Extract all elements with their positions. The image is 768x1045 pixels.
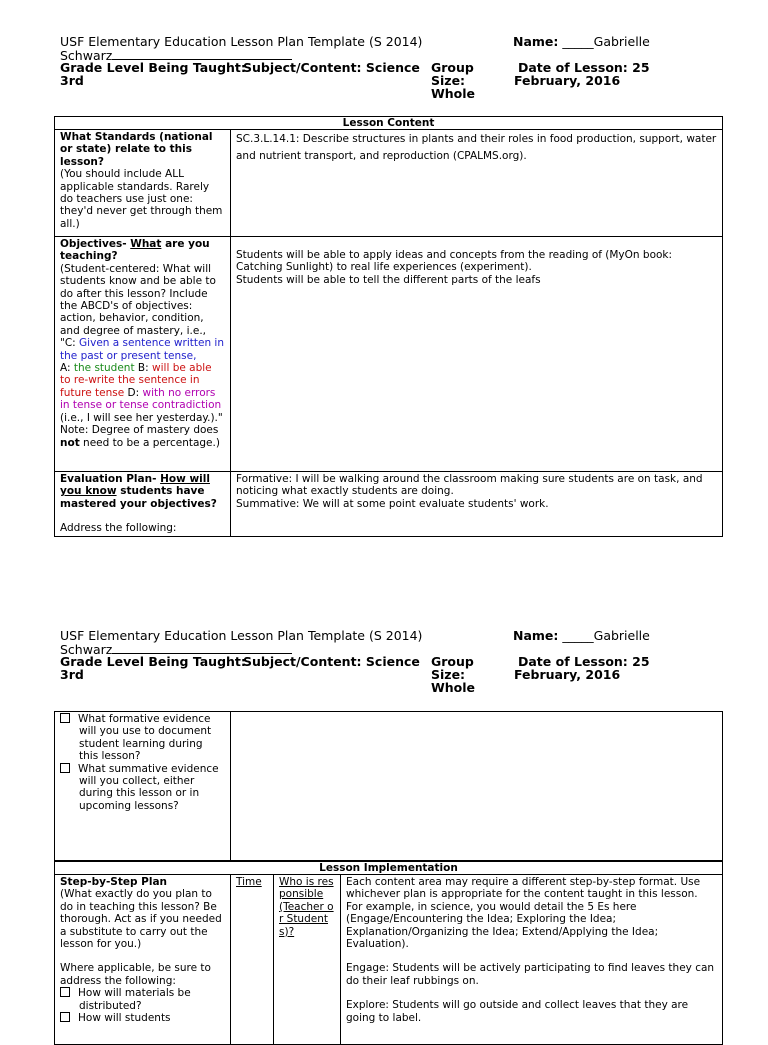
section-heading: Lesson Content — [55, 117, 723, 130]
checkbox-icon — [60, 713, 70, 723]
evidence-answer — [231, 712, 723, 861]
evaluation-prompt: Evaluation Plan- How will you know students have mastered your objectives? Address the following: — [55, 472, 231, 537]
standards-answer: SC.3.L.14.1: Describe structures in plants and their roles in food production, support, water and nutrient transport, and reproduction (CPALMS.org). — [231, 130, 723, 237]
template-title: USF Elementary Education Lesson Plan Template (S 2014) — [60, 34, 423, 49]
step-by-step-prompt: Step-by-Step Plan (What exactly do you plan to do in teaching this lesson? Be thorough. Act as if you needed a substitute to carry out the lesson for you.) Where applicable, be sure to address the following: How will materials be distributed? How will students — [55, 875, 231, 1045]
objectives-answer: Students will be able to apply ideas and concepts from the reading of (MyOn book: Catching Sunlight) to real life experiences (experiment). Students will be able to tell the different parts of the leafs — [231, 237, 723, 472]
subject-content: Subject/Content: Science — [243, 654, 420, 669]
table-row — [55, 237, 723, 472]
grade-level: Grade Level Being Taught: 3rd — [60, 654, 246, 682]
page-header — [60, 35, 700, 101]
template-title: USF Elementary Education Lesson Plan Template (S 2014) — [60, 628, 423, 643]
section-heading: Lesson Implementation — [55, 862, 723, 875]
grade-level: Grade Level Being Taught: 3rd — [60, 60, 246, 88]
implementation-table — [54, 861, 723, 1045]
lesson-date: Date of Lesson: 25 February, 2016 — [514, 60, 650, 88]
standards-prompt: What Standards (national or state) relate to this lesson? (You should include ALL applicable standards. Rarely do teachers use just one: they'd never get through them all.) — [55, 130, 231, 237]
group-size: Group Size: Whole — [431, 654, 476, 695]
implementation-steps: Each content area may require a different step-by-step format. Use whichever plan is appropriate for the content taught in this lesson. For example, in science, you would detail the 5 Es here (Engage/Encountering the Idea; Exploring the Idea; Explanation/Organizing the Idea; Extend/Applying the Idea; Evaluation). Engage: Students will be actively participating to find leaves they can do their leaf rubbings on. Explore: Students will go outside and collect leaves that they are going to label. — [341, 875, 723, 1045]
page-header-2 — [60, 629, 700, 695]
checkbox-icon — [60, 1012, 70, 1022]
name-continued: Schwarz — [60, 642, 113, 657]
objectives-prompt: Objectives- What are you teaching? (Student-centered: What will students know and be able to do after this lesson? Include the ABCD's of objectives: action, behavior, condition, and degree of mastery, i.e., "C: Given a sentence written in the past or present tense, A: the student B: will be able to re-write the sentence in future tense D: with no errors in tense or tense contradiction (i.e., I will see her yesterday.)." Note: Degree of mastery does not need to be a percentage.) — [55, 237, 231, 472]
time-column: Time — [231, 875, 274, 1045]
lesson-date: Date of Lesson: 25 February, 2016 — [514, 654, 650, 682]
name-field: Name: _____Gabrielle — [513, 628, 650, 643]
name-field: Name: _____Gabrielle — [513, 34, 650, 49]
table-row — [55, 130, 723, 237]
lesson-content-table — [54, 116, 723, 537]
table-row — [55, 117, 723, 130]
table-row — [55, 712, 723, 861]
evidence-table — [54, 711, 723, 861]
checkbox-icon — [60, 763, 70, 773]
subject-content: Subject/Content: Science — [243, 60, 420, 75]
responsibility-column: Who is responsible (Teacher or Students)? — [274, 875, 341, 1045]
evaluation-answer: Formative: I will be walking around the classroom making sure students are on task, and noticing what exactly students are doing. Summative: We will at some point evaluate students' work. — [231, 472, 723, 537]
name-continued: Schwarz — [60, 48, 113, 63]
table-row — [55, 472, 723, 537]
table-row — [55, 862, 723, 875]
evidence-prompts: What formative evidence will you use to document student learning during this lesson? What summative evidence will you collect, either during this lesson or in upcoming lessons? — [55, 712, 231, 861]
checkbox-icon — [60, 987, 70, 997]
group-size: Group Size: Whole — [431, 60, 476, 101]
table-row — [55, 875, 723, 1045]
